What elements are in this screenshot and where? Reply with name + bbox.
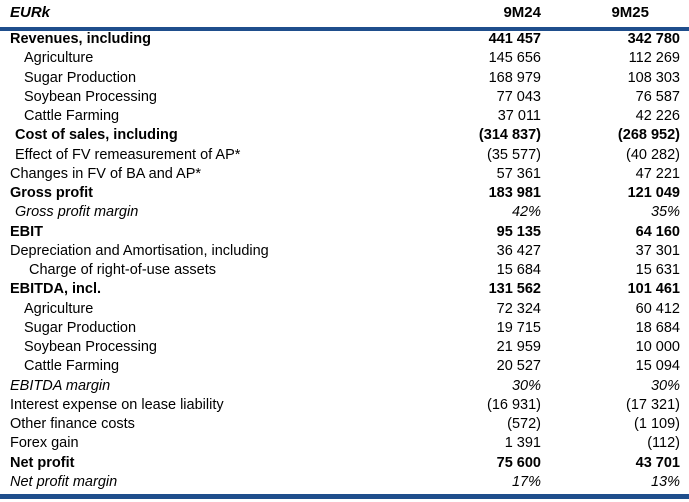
- table-row: [0, 146, 689, 165]
- row-label: Soybean Processing: [24, 88, 157, 105]
- value-9m24: 441 457: [488, 31, 541, 47]
- row-label: Gross profit margin: [15, 204, 139, 221]
- row-label: Depreciation and Amortisation, including: [10, 242, 269, 259]
- table-row: [0, 261, 689, 280]
- value-9m25: 13%: [650, 473, 680, 490]
- table-row: [0, 223, 689, 242]
- value-9m24: 75 600: [496, 454, 541, 471]
- row-label: EBIT: [10, 223, 44, 240]
- table-row: [0, 357, 689, 376]
- table-header: [0, 0, 689, 27]
- table-row: [0, 165, 689, 184]
- row-label: Changes in FV of BA and AP*: [10, 165, 202, 182]
- row-label: EBITDA margin: [10, 377, 111, 394]
- row-label: Revenues, including: [10, 31, 151, 47]
- row-label: Forex gain: [10, 435, 79, 452]
- value-9m24: 131 562: [488, 281, 541, 298]
- table-row: [0, 319, 689, 338]
- value-9m24: 1 391: [504, 435, 541, 452]
- value-9m25: (17 321): [625, 396, 680, 413]
- column-header-9m24: 9M24: [503, 4, 541, 21]
- value-9m25: 64 160: [635, 223, 680, 240]
- value-9m24: 72 324: [496, 300, 541, 317]
- value-9m24: 20 527: [496, 358, 541, 375]
- value-9m25: 101 461: [627, 281, 680, 298]
- financial-table-body: [0, 30, 689, 492]
- row-label: EBITDA, incl.: [10, 281, 102, 298]
- table-row: [0, 30, 689, 49]
- row-label: Soybean Processing: [24, 339, 157, 355]
- table-row: [0, 49, 689, 68]
- value-9m25: 35%: [650, 204, 680, 221]
- value-9m25: (268 952): [617, 127, 680, 144]
- row-label: Effect of FV remeasurement of AP*: [15, 146, 241, 163]
- row-label: Cost of sales, including: [15, 127, 178, 144]
- table-row: [0, 69, 689, 88]
- value-9m25: 15 631: [635, 262, 680, 278]
- value-9m24: 77 043: [496, 88, 541, 105]
- value-9m24: 57 361: [496, 165, 541, 182]
- value-9m25: 342 780: [627, 31, 680, 47]
- unit-label: EURk: [10, 4, 51, 21]
- table-row: [0, 396, 689, 415]
- row-label: Agriculture: [24, 300, 94, 317]
- table-row: [0, 300, 689, 319]
- value-9m25: 15 094: [635, 358, 680, 375]
- value-9m25: 108 303: [627, 69, 680, 86]
- table-row: [0, 454, 689, 473]
- value-9m24: (314 837): [478, 127, 541, 144]
- value-9m24: (16 931): [486, 396, 541, 413]
- value-9m25: (1 109): [634, 416, 680, 432]
- value-9m24: 37 011: [497, 108, 541, 124]
- table-row: [0, 184, 689, 203]
- value-9m25: 10 000: [635, 339, 680, 355]
- row-label: Cattle Farming: [24, 358, 120, 375]
- value-9m25: 42 226: [635, 108, 680, 124]
- table-row: [0, 203, 689, 222]
- row-label: Net profit: [10, 454, 75, 471]
- table-row: [0, 107, 689, 126]
- footer-divider: [0, 494, 689, 499]
- table-row: [0, 280, 689, 299]
- value-9m25: 37 301: [635, 242, 680, 259]
- table-row: [0, 473, 689, 492]
- row-label: Agriculture: [24, 50, 94, 67]
- value-9m24: 21 959: [496, 339, 541, 355]
- table-row: [0, 126, 689, 145]
- value-9m25: 60 412: [635, 300, 680, 317]
- value-9m25: 76 587: [635, 88, 680, 105]
- value-9m24: 19 715: [496, 319, 541, 336]
- table-row: [0, 338, 689, 357]
- value-9m24: 30%: [511, 377, 541, 394]
- row-label: Sugar Production: [24, 319, 137, 336]
- row-label: Charge of right-of-use assets: [29, 262, 216, 278]
- row-label: Cattle Farming: [24, 108, 120, 124]
- value-9m25: (112): [647, 435, 680, 452]
- value-9m25: 43 701: [635, 454, 680, 471]
- value-9m24: 145 656: [488, 50, 541, 67]
- row-label: Other finance costs: [10, 416, 135, 432]
- value-9m25: 112 269: [628, 50, 680, 67]
- value-9m24: 183 981: [488, 185, 541, 201]
- table-row: [0, 415, 689, 434]
- value-9m24: 36 427: [496, 242, 541, 259]
- table-row: [0, 242, 689, 261]
- value-9m25: 18 684: [635, 319, 680, 336]
- table-row: [0, 377, 689, 396]
- row-label: Net profit margin: [10, 473, 118, 490]
- value-9m25: 30%: [650, 377, 680, 394]
- value-9m24: (572): [507, 416, 541, 432]
- value-9m24: 168 979: [488, 69, 541, 86]
- table-row: [0, 88, 689, 107]
- row-label: Gross profit: [10, 185, 93, 201]
- value-9m24: 95 135: [496, 223, 541, 240]
- row-label: Sugar Production: [24, 69, 137, 86]
- value-9m24: (35 577): [486, 146, 541, 163]
- value-9m24: 15 684: [496, 262, 541, 278]
- value-9m25: 47 221: [635, 165, 680, 182]
- value-9m24: 17%: [511, 473, 541, 490]
- value-9m25: 121 049: [627, 185, 680, 201]
- row-label: Interest expense on lease liability: [10, 396, 224, 413]
- column-header-9m25: 9M25: [611, 4, 649, 21]
- value-9m24: 42%: [511, 204, 541, 221]
- table-row: [0, 434, 689, 453]
- value-9m25: (40 282): [625, 146, 680, 163]
